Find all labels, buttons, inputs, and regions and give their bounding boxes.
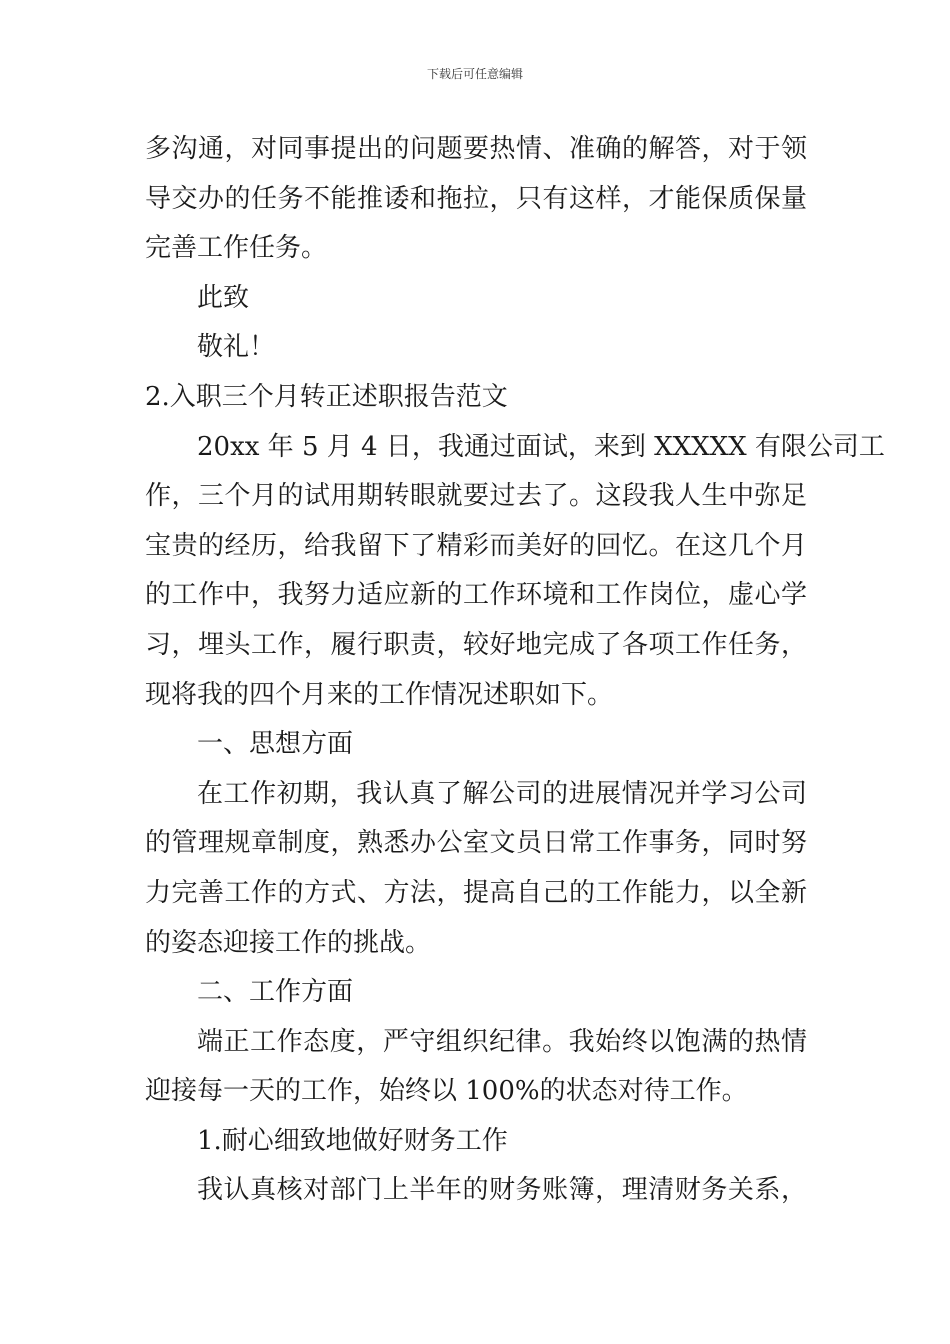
- text-line: 力完善工作的方式、方法，提高自己的工作能力，以全新: [145, 877, 807, 908]
- paragraph: [145, 1018, 807, 1117]
- paragraph: [145, 125, 807, 274]
- text-line: 导交办的任务不能推诿和拖拉，只有这样，才能保质保量: [145, 183, 807, 214]
- page-header: 下载后可任意编辑: [426, 67, 523, 81]
- text-line: 端正工作态度，严守组织纪律。我始终以饱满的热情: [197, 1026, 807, 1057]
- text-line: 2.入职三个月转正述职报告范文: [145, 381, 508, 412]
- text-line: 此致: [197, 282, 250, 313]
- closing-regards: [145, 323, 807, 373]
- text-line: 我认真核对部门上半年的财务账簿，理清财务关系，: [197, 1175, 807, 1206]
- text-line: 20xx 年 5 月 4 日，我通过面试，来到 XXXXX 有限公司工: [197, 431, 885, 462]
- paragraph: [145, 423, 885, 721]
- text-line: 习，埋头工作，履行职责，较好地完成了各项工作任务，: [145, 629, 807, 660]
- item-heading: [145, 1117, 807, 1167]
- text-line: 现将我的四个月来的工作情况述职如下。: [145, 679, 614, 710]
- text-line: 在工作初期，我认真了解公司的进展情况并学习公司: [197, 778, 807, 809]
- subsection-heading: [145, 968, 807, 1018]
- text-line: 迎接每一天的工作，始终以 100%的状态对待工作。: [145, 1076, 748, 1107]
- text-line: 1.耐心细致地做好财务工作: [197, 1125, 508, 1156]
- text-line: 敬礼！: [197, 332, 276, 363]
- text-line: 二、工作方面: [197, 977, 354, 1008]
- paragraph: [145, 770, 807, 968]
- text-line: 作，三个月的试用期转眼就要过去了。这段我人生中弥足: [145, 481, 807, 512]
- text-line: 宝贵的经历，给我留下了精彩而美好的回忆。在这几个月: [145, 530, 807, 561]
- text-line: 的工作中，我努力适应新的工作环境和工作岗位，虚心学: [145, 580, 807, 611]
- section-heading: [145, 373, 807, 423]
- text-line: 的管理规章制度，熟悉办公室文员日常工作事务，同时努: [145, 828, 807, 859]
- document-body: [145, 125, 885, 1216]
- closing-salutation: [145, 274, 807, 324]
- paragraph: [145, 1166, 807, 1216]
- text-line: 多沟通，对同事提出的问题要热情、准确的解答，对于领: [145, 134, 807, 164]
- text-line: 完善工作任务。: [145, 233, 328, 264]
- subsection-heading: [145, 720, 807, 770]
- text-line: 一、思想方面: [197, 729, 354, 760]
- text-line: 的姿态迎接工作的挑战。: [145, 927, 432, 958]
